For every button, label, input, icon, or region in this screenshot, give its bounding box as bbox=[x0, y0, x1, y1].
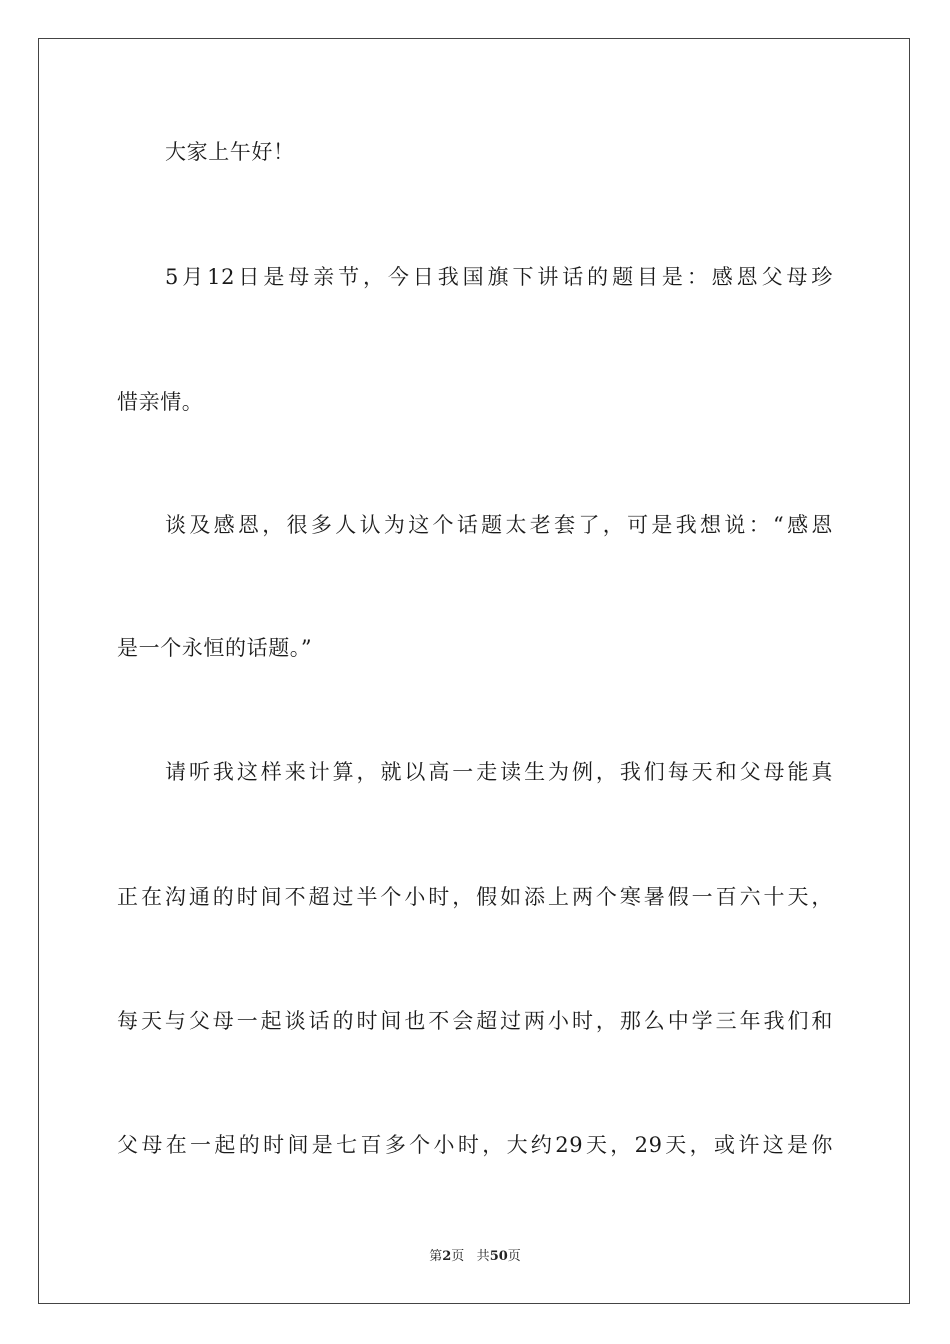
paragraph-gratitude-line-2: 是一个永恒的话题。” bbox=[117, 636, 313, 660]
page-number: 2 bbox=[442, 1249, 452, 1264]
page-number-suffix: 页 bbox=[451, 1249, 465, 1264]
page-border bbox=[38, 38, 910, 1304]
total-pages-prefix: 共 bbox=[476, 1249, 490, 1264]
page-number-prefix: 第 bbox=[429, 1249, 443, 1264]
paragraph-calculation-line-1: 请听我这样来计算，就以高一走读生为例，我们每天和父母能真 bbox=[165, 760, 833, 784]
paragraph-topic-line-1: 5月12日是母亲节，今日我国旗下讲话的题目是：感恩父母珍 bbox=[165, 265, 833, 289]
paragraph-calculation-line-3: 每天与父母一起谈话的时间也不会超过两小时，那么中学三年我们和 bbox=[117, 1009, 833, 1033]
paragraph-calculation-line-4: 父母在一起的时间是七百多个小时，大约29天，29天，或许这是你 bbox=[117, 1133, 833, 1157]
total-pages-suffix: 页 bbox=[507, 1249, 521, 1264]
total-pages: 50 bbox=[489, 1249, 508, 1264]
paragraph-gratitude-line-1: 谈及感恩，很多人认为这个话题太老套了，可是我想说：“感恩 bbox=[165, 513, 833, 537]
paragraph-topic-line-2: 惜亲情。 bbox=[117, 390, 204, 414]
paragraph-greeting: 大家上午好！ bbox=[165, 140, 295, 164]
paragraph-calculation-line-2: 正在沟通的时间不超过半个小时，假如添上两个寒暑假一百六十天， bbox=[117, 885, 833, 909]
page-footer bbox=[0, 1248, 950, 1266]
